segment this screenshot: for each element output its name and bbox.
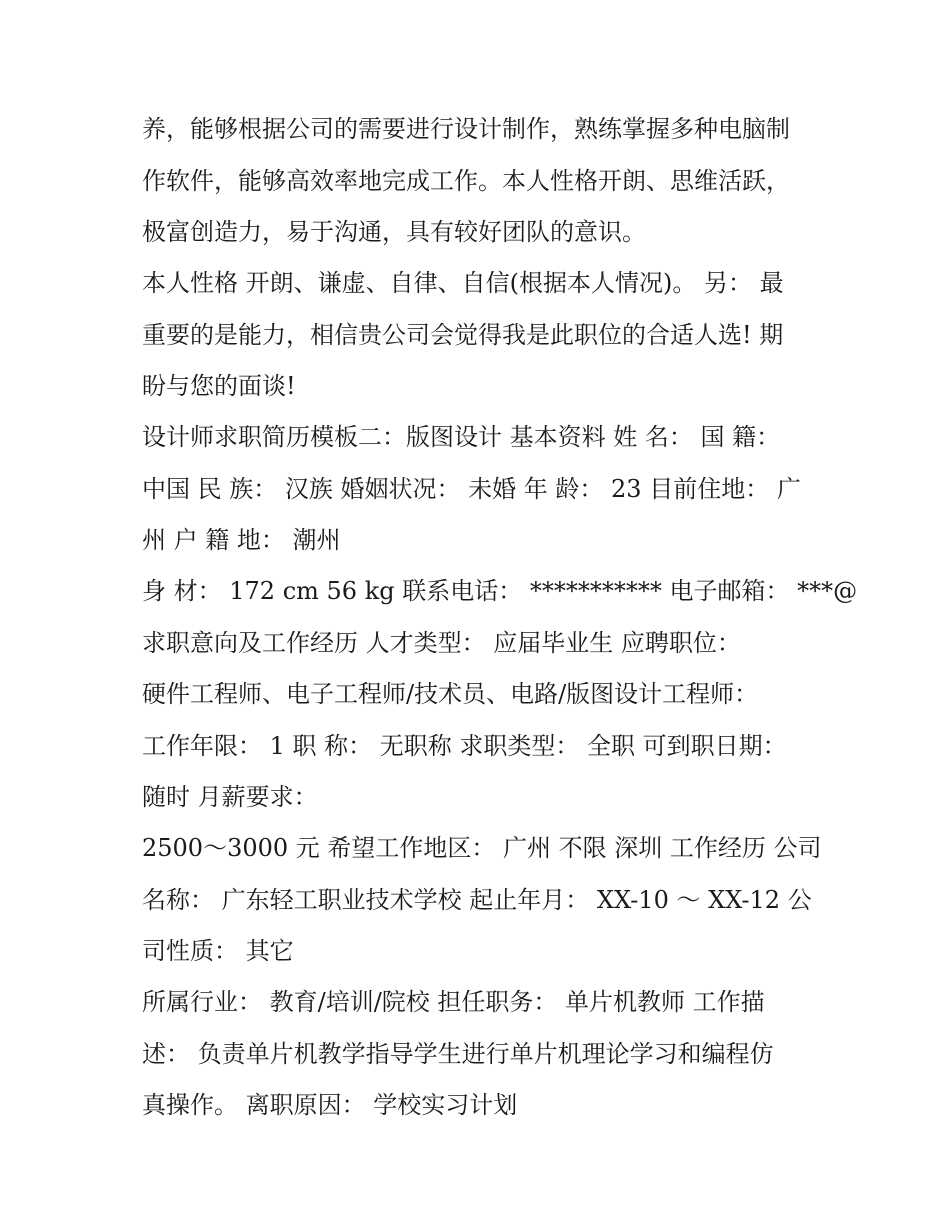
text-line: 真操作。 离职原因： 学校实习计划 — [142, 1091, 518, 1119]
text-line: 求职意向及工作经历 人才类型： 应届毕业生 应聘职位： — [142, 629, 741, 657]
text-line: 司性质： 其它 — [142, 937, 294, 965]
text-line: 养，能够根据公司的需要进行设计制作，熟练掌握多种电脑制 — [142, 115, 790, 143]
paragraph-personality — [142, 258, 822, 413]
text-line: 重要的是能力，相信贵公司会觉得我是此职位的合适人选! 期 — [142, 320, 784, 349]
text-line: 本人性格 开朗、谦虚、自律、自信(根据本人情况)。 另： 最 — [142, 269, 784, 297]
paragraph-job-intention — [142, 618, 822, 670]
paragraph-position-details — [142, 669, 822, 824]
paragraph-work-history — [142, 823, 822, 978]
paragraph-job-description — [142, 977, 822, 1132]
text-line: 硬件工程师、电子工程师/技术员、电路/版图设计工程师： — [142, 680, 759, 708]
text-line: 所属行业： 教育/培训/院校 担任职务： 单片机教师 工作描 — [142, 988, 765, 1016]
text-line: 随时 月薪要求： — [142, 783, 318, 811]
text-line: 州 户 籍 地： 潮州 — [142, 526, 341, 554]
paragraph-skills-summary — [142, 104, 822, 259]
text-line: 身 材： 172 cm 56 kg 联系电话： *********** 电子邮箱： ***@ — [142, 577, 858, 605]
text-line: 作软件，能够高效率地完成工作。本人性格开朗、思维活跃， — [142, 166, 790, 195]
text-line: 设计师求职简历模板二：版图设计 基本资料 姓 名： 国 籍： — [142, 423, 781, 451]
paragraph-contact — [142, 566, 858, 618]
text-line: 工作年限： 1 职 称： 无职称 求职类型： 全职 可到职日期： — [142, 731, 787, 760]
paragraph-basic-info — [142, 412, 822, 567]
text-line: 极富创造力，易于沟通，具有较好团队的意识。 — [142, 218, 646, 246]
text-line: 名称： 广东轻工职业技术学校 起止年月： XX-10 ～ XX-12 公 — [142, 885, 812, 914]
text-line: 2500～3000 元 希望工作地区： 广州 不限 深圳 工作经历 公司 — [142, 834, 822, 862]
text-line: 述： 负责单片机教学指导学生进行单片机理论学习和编程仿 — [142, 1039, 774, 1068]
text-line: 盼与您的面谈! — [142, 372, 296, 400]
text-line: 中国 民 族： 汉族 婚姻状况： 未婚 年 龄： 23 目前住地： 广 — [142, 474, 801, 503]
